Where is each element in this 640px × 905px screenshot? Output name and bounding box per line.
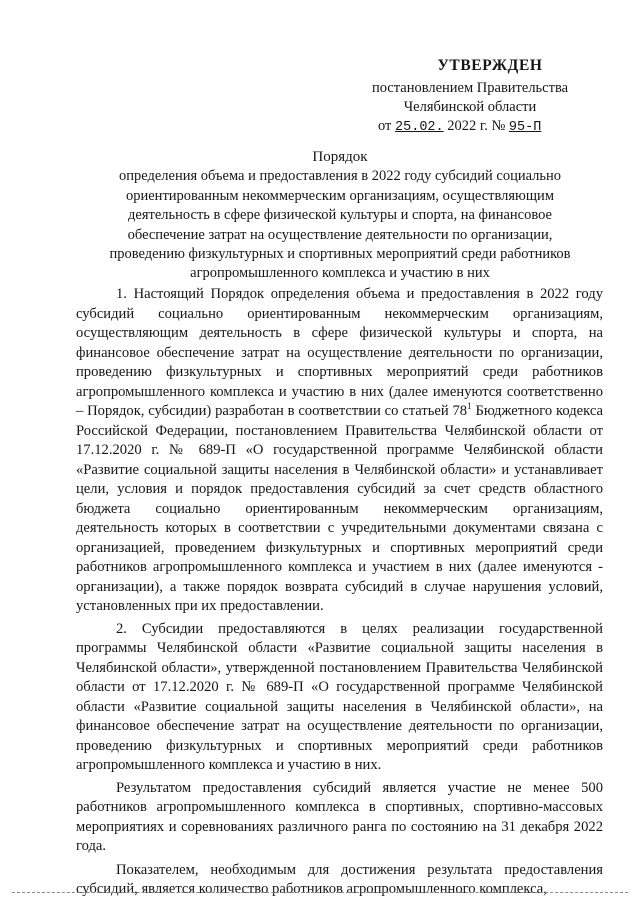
- approval-number-value: 95-П: [508, 120, 542, 135]
- document-title-block: [80, 148, 600, 284]
- title-line: проведению физкультурных и спортивных мероприятий среди работников: [109, 246, 571, 263]
- document-body: [76, 285, 603, 900]
- approval-date-value: 25.02.: [395, 120, 444, 135]
- title-line: деятельность в сфере физической культуры и спорта, на финансовое: [128, 207, 552, 224]
- paragraph-2: 2. Субсидии предоставляются в целях реализации государственной программы Челябинской области «Развитие социальной защиты населения в Челябинской области», утвержденной постановлением Правительства Челябинской области от 17.12.2020 г. № 689-П «О государственной программе Челябинской области «Развитие социальной защиты населения в Челябинской области», на финансовое обеспечение затрат на осуществление деятельности по организации, проведению физкультурных и спортивных мероприятий среди работников агропромышленного комплекса и участию в них.: [76, 620, 603, 773]
- approval-line-region: Челябинской области: [403, 99, 537, 115]
- approval-line-government: постановлением Правительства: [371, 80, 569, 96]
- paragraph-4: Показателем, необходимым для достижения результата предоставления субсидий, является количество работников агропромышленного комплекса,: [76, 861, 603, 897]
- title-line: ориентированным некоммерческим организациям, осуществляющим: [125, 187, 554, 204]
- paragraph-1-text-b: Бюджетного кодекса Российской Федерации, постановлением Правительства Челябинской области от 17.12.2020 г. № 689-П «О государственной программе Челябинской области «Развитие социальной защиты населения в Челябинской области» и устанавливает цели, условия и порядок предоставления субсидий за счет средств областного бюджета социально ориентированным некоммерческим организациям, деятельность которых в соответствии с учредительными документами связана с организацией, проведением физкультурных и спортивных мероприятий среди работников агропромышленного комплекса и участием в них (далее именуются - организации), а также порядок возврата субсидий в случае нарушения условий, установленных при их предоставлении.: [76, 403, 603, 614]
- approval-date-prefix: от: [378, 118, 392, 134]
- document-title: Порядок: [312, 149, 368, 165]
- paragraph-1: [76, 285, 603, 617]
- approval-dateline: [330, 117, 610, 137]
- paragraph-1-text-a: 1. Настоящий Порядок определения объема и предоставления в 2022 году субсидий социально ориентированным некоммерческим организациям, осуществляющим деятельность в сфере физической культуры и спорта, на финансовое обеспечение затрат на осуществление деятельности по организации, проведению физкультурных и спортивных мероприятий среди работников агропромышленного комплекса и участию в них (далее именуются соответственно – Порядок, субсидии) разработан в соответствии со статьей 78: [76, 286, 603, 419]
- approval-year-text: 2022 г. №: [447, 118, 506, 134]
- title-line: обеспечение затрат на осуществление деятельности по организации,: [127, 226, 553, 243]
- title-line: определения объема и предоставления в 2022 году субсидий социально: [118, 168, 562, 185]
- approval-heading: УТВЕРЖДЕН: [437, 57, 543, 74]
- article-superscript: 1: [467, 401, 472, 412]
- title-line: агропромышленного комплекса и участию в них: [190, 265, 490, 282]
- approval-stamp: [330, 56, 610, 137]
- page-bottom-rule: [12, 892, 628, 893]
- paragraph-3: Результатом предоставления субсидий является участие не менее 500 работников агропромышленного комплекса в спортивных, спортивно-массовых мероприятиях и соревнованиях различного ранга по состоянию на 31 декабря 2022 года.: [76, 779, 603, 854]
